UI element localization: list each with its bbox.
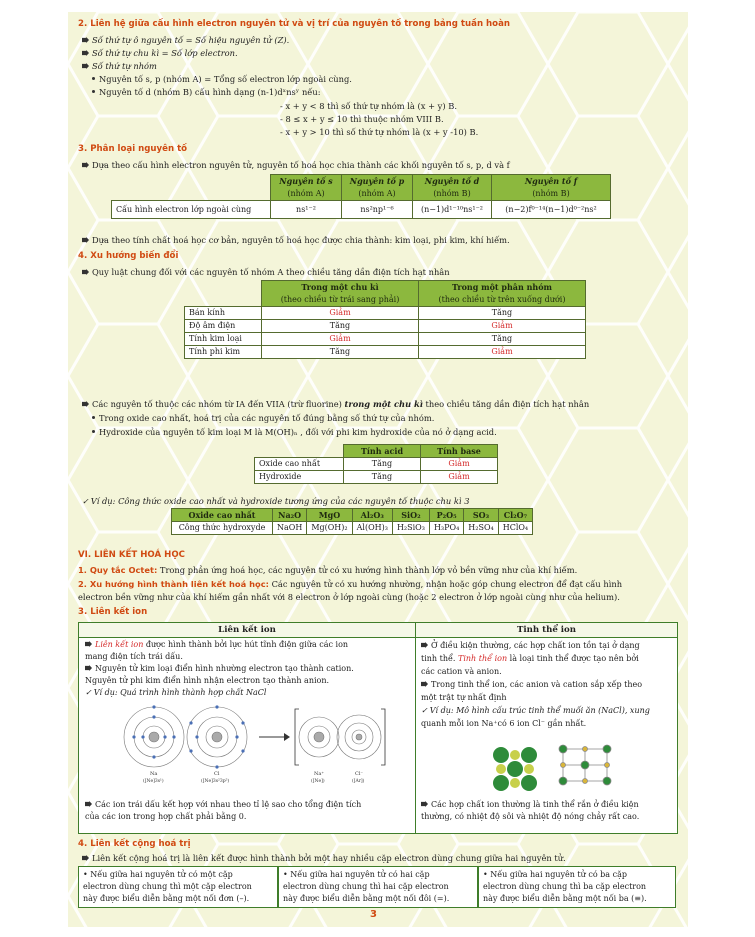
th-block-d: Nguyên tố d (nhóm B): [413, 175, 492, 201]
na-ion-config: ([Ne]): [311, 779, 325, 784]
trend-cell: Tăng: [419, 333, 586, 346]
trend-cell: Tăng: [262, 346, 419, 359]
section-3-title: 3. Phân loại nguyên tố: [78, 144, 188, 154]
th-acid: Tính acid: [344, 445, 421, 458]
na-ion: [299, 717, 339, 757]
trend-cell: Tăng: [262, 320, 419, 333]
ionic-crystal-header: Tinh thể ion: [416, 623, 677, 638]
octet-rule: 1. Quy tắc Octet: Trong phản ứng hoá học, các nguyên tử có xu hướng hình thành lớp vỏ bền vững như của khí hiếm.: [78, 565, 578, 575]
th-period: Trong một chu kì (theo chiều từ trái sang phải): [262, 281, 419, 307]
covalent-bond-title: 4. Liên kết cộng hoá trị: [78, 839, 191, 849]
ionic-bond-box: [78, 622, 678, 834]
p3-cell: HClO₄: [498, 522, 532, 535]
arrow-icon: [421, 801, 428, 807]
ic-example: ✓ Ví dụ: Mô hình cấu trúc tinh thể muối ăn (NaCl), xung: [421, 706, 650, 715]
s2-bullet-2: Nguyên tố d (nhóm B) cấu hình dạng (n-1)dˣnsʸ nếu:: [92, 86, 321, 98]
cl-config: ([Ne]3s²3p⁵): [201, 779, 230, 784]
p3-head: Na₂O: [273, 509, 307, 522]
s4-line-1: Quy luật chung đối với các nguyên tố nhóm A theo chiều tăng dần điện tích hạt nhân: [82, 266, 450, 278]
ab-cell: Tăng: [344, 458, 421, 471]
th-block-p: Nguyên tố p (nhóm A): [342, 175, 413, 201]
arrow-icon: [82, 401, 89, 407]
trend-row-label: Tính kim loại: [185, 333, 262, 346]
ic-line-1: Ở điều kiện thường, các hợp chất ion tồn tại ở dạng: [421, 639, 673, 652]
p3-head: SiO₂: [392, 509, 429, 522]
ic-line-7: quanh mỗi ion Na⁺có 6 ion Cl⁻ gần nhất.: [421, 719, 587, 728]
s4-line-2: Các nguyên tố thuộc các nhóm từ IA đến VIIA (trừ fluorine) trong một chu kì theo chiều tăng dần điện tích hạt nhân: [82, 398, 589, 410]
ionic-bond-column: [85, 639, 411, 699]
lb-line-2: mang điện tích trái dấu.: [85, 652, 183, 661]
trend-row-label: Tính phi kim: [185, 346, 262, 359]
ab-row-label: Oxide cao nhất: [255, 458, 344, 471]
trend-cell: Giảm: [419, 320, 586, 333]
s4-bullet-2: Hydroxide của nguyên tố kim loại M là M(OH)ₙ , đối với phi kim hydroxide của nó ở dạng acid.: [92, 426, 497, 438]
ab-row-label: Hydroxide: [255, 471, 344, 484]
trend-cell: Giảm: [262, 333, 419, 346]
p3-head: MgO: [307, 509, 352, 522]
trend-table: [184, 280, 586, 359]
arrow-icon: [82, 162, 89, 168]
double-bond-box: • Nếu giữa hai nguyên tử có hai cặp electron dùng chung thì hai cặp electron này được biểu diễn bằng một nối đôi (=).: [278, 866, 478, 908]
ic-line-3: các cation và anion.: [421, 667, 502, 676]
check-icon: ✓: [421, 706, 428, 715]
page-number: 3: [370, 909, 377, 920]
row-label: Cấu hình electron lớp ngoài cùng: [112, 201, 271, 219]
triple-bond-box: • Nếu giữa hai nguyên tử có ba cặp electron dùng chung thì ba cặp electron này được biểu diễn bằng một nối ba (≡).: [478, 866, 676, 908]
arrow-icon: [85, 801, 92, 807]
section-2-title: 2. Liên hệ giữa cấu hình electron nguyên tử và vị trí của nguyên tố trong bảng tuần hoàn: [78, 19, 510, 29]
th-base: Tính base: [421, 445, 498, 458]
cfg-f: (n−2)f⁰⁻¹⁴(n−1)d⁰⁻²ns²: [492, 201, 611, 219]
p3-head: SO₃: [464, 509, 498, 522]
column-divider: [415, 623, 416, 833]
na-config: ([Ne]3s¹): [143, 779, 164, 784]
arrow-icon: [82, 37, 89, 43]
ionic-bond-title: 3. Liên kết ion: [78, 607, 148, 617]
p3-cell: Công thức hydroxyde: [172, 522, 273, 535]
check-icon: ✓: [82, 497, 89, 506]
arrow-icon: [421, 642, 428, 648]
th-block-s: Nguyên tố s (nhóm A): [271, 175, 342, 201]
ic-line-4: Trong tinh thể ion, các anion và cation sắp xếp theo: [421, 678, 673, 691]
lb-line-5: Các ion trái dấu kết hợp với nhau theo tỉ lệ sao cho tổng điện tích: [85, 799, 411, 811]
p3-head: Cl₂O₇: [498, 509, 532, 522]
lb-line-1: Liên kết ion được hình thành bởi lực hút tĩnh điện giữa các ion: [85, 639, 411, 651]
lb-example: ✓ Ví dụ: Quá trình hình thành hợp chất NaCl: [85, 688, 267, 697]
nacl-crystal-models: [489, 741, 619, 791]
trend-row-label: Độ âm điện: [185, 320, 262, 333]
bullet-icon: [92, 430, 95, 433]
trend-cell: Giảm: [262, 307, 419, 320]
s2-cond-1: - x + y < 8 thì số thứ tự nhóm là (x + y) B.: [280, 101, 457, 111]
ic-line-8: Các hợp chất ion thường là tinh thể rắn ở điều kiện: [421, 799, 673, 811]
lb-line-6: của các ion trong hợp chất phải bằng 0.: [85, 812, 247, 821]
cfg-d: (n−1)d¹⁻¹⁰ns¹⁻²: [413, 201, 492, 219]
check-icon: ✓: [85, 688, 92, 697]
lb-line-4: Nguyên tử phi kim điển hình nhận electron tạo thành anion.: [85, 676, 330, 685]
p3-head: P₂O₅: [429, 509, 463, 522]
s3-line-2: Dựa theo tính chất hoá học cơ bản, nguyên tố hoá học được chia thành: kim loại, phi kim, khí hiếm.: [82, 234, 510, 246]
section-vi-title: VI. LIÊN KẾT HOÁ HỌC: [78, 550, 185, 560]
th-group: Trong một phân nhóm (theo chiều từ trên xuống dưới): [419, 281, 586, 307]
cfg-p: ns²np¹⁻⁶: [342, 201, 413, 219]
na-ion-label: Na⁺: [314, 771, 324, 777]
element-block-table: [111, 174, 611, 219]
trend-row-label: Bán kính: [185, 307, 262, 320]
bond-trend-2: electron bền vững như của khí hiếm gần nhất với 8 electron ở lớp ngoài cùng (hoặc 2 electron ở lớp ngoài cùng như của helium).: [78, 592, 620, 602]
trend-cell: Giảm: [419, 346, 586, 359]
ic-line-9: thường, có nhiệt độ sôi và nhiệt độ nóng chảy rất cao.: [421, 812, 640, 821]
ab-cell: Giảm: [421, 458, 498, 471]
cl-ion-config: ([Ar]): [352, 779, 365, 784]
section-4-title: 4. Xu hướng biến đổi: [78, 251, 179, 261]
s3-line-1: Dựa theo cấu hình electron nguyên tử, nguyên tố hoá học chia thành các khối nguyên tố s, p, d và f: [82, 159, 510, 171]
p3-cell: H₃PO₄: [429, 522, 463, 535]
lb-line-3: Nguyên tử kim loại điển hình nhường electron tạo thành cation.: [85, 663, 411, 675]
arrow-icon: [82, 50, 89, 56]
s4-example: ✓ Ví dụ: Công thức oxide cao nhất và hydroxide tương ứng của các nguyên tố thuộc chu kì 3: [82, 496, 470, 506]
ionic-bond-summary: [85, 799, 411, 823]
covalent-def: Liên kết cộng hoá trị là liên kết được hình thành bởi một hay nhiều cặp electron dùng chung giữa hai nguyên tử.: [82, 852, 566, 864]
s2-line-2: Số thứ tự chu kì = Số lớp electron.: [82, 47, 238, 59]
trend-cell: Tăng: [419, 307, 586, 320]
s2-line-1: Số thứ tự ô nguyên tố = Số hiệu nguyên tử (Z).: [82, 34, 289, 46]
nacl-formation-diagram: [119, 703, 389, 787]
na-label: Na: [150, 771, 158, 777]
ab-cell: Tăng: [344, 471, 421, 484]
p3-head: Oxide cao nhất: [172, 509, 273, 522]
arrow-icon: [85, 665, 92, 671]
ic-line-5: một trật tự nhất định: [421, 693, 507, 702]
arrow-icon: [421, 681, 428, 687]
ionic-bond-header: Liên kết ion: [79, 623, 415, 638]
p3-cell: Mg(OH)₂: [307, 522, 352, 535]
space-filling-model: [493, 747, 537, 791]
cl-ion-label: Cl⁻: [355, 771, 364, 777]
p3-cell: H₂SO₄: [464, 522, 498, 535]
textbook-page: [68, 12, 688, 927]
ionic-crystal-summary: [421, 799, 673, 823]
p3-head: Al₂O₃: [352, 509, 392, 522]
bullet-icon: [92, 77, 95, 80]
s2-cond-3: - x + y > 10 thì số thứ tự nhóm là (x + y -10) B.: [280, 127, 479, 137]
s4-bullet-1: Trong oxide cao nhất, hoá trị của các nguyên tố đúng bằng số thứ tự của nhóm.: [92, 412, 434, 424]
th-block-f: Nguyên tố f (nhóm B): [492, 175, 611, 201]
cl-ion: [337, 715, 381, 759]
arrow-icon: [82, 237, 89, 243]
arrow-icon: [85, 641, 92, 647]
s2-cond-2: - 8 ≤ x + y ≤ 10 thì thuộc nhóm VIII B.: [280, 114, 444, 124]
ab-cell: Giảm: [421, 471, 498, 484]
ic-line-2: tinh thể. Tinh thể ion là loại tinh thể được tạo nên bởi: [421, 654, 639, 663]
arrow-icon: [82, 269, 89, 275]
bullet-icon: [92, 416, 95, 419]
cfg-s: ns¹⁻²: [271, 201, 342, 219]
p3-cell: Al(OH)₃: [352, 522, 392, 535]
arrow-icon: [82, 63, 89, 69]
bullet-icon: [92, 90, 95, 93]
p3-cell: H₂SiO₃: [392, 522, 429, 535]
ionic-crystal-column: [421, 639, 673, 730]
p3-cell: NaOH: [273, 522, 307, 535]
cl-label: Cl: [214, 771, 220, 777]
ball-stick-model: [559, 745, 611, 785]
s2-line-3: Số thứ tự nhóm: [82, 60, 157, 72]
s2-bullet-1: Nguyên tố s, p (nhóm A) = Tổng số electron lớp ngoài cùng.: [92, 73, 352, 85]
single-bond-box: • Nếu giữa hai nguyên tử có một cặp electron dùng chung thì một cặp electron này được biểu diễn bằng một nối đơn (–).: [78, 866, 278, 908]
bond-trend-1: 2. Xu hướng hình thành liên kết hoá học: Các nguyên tử có xu hướng nhường, nhận hoặc góp chung electron để đạt cấu hình: [78, 579, 623, 589]
arrow-icon: [82, 855, 89, 861]
acid-base-table: [254, 444, 498, 484]
period3-table: [171, 508, 533, 535]
